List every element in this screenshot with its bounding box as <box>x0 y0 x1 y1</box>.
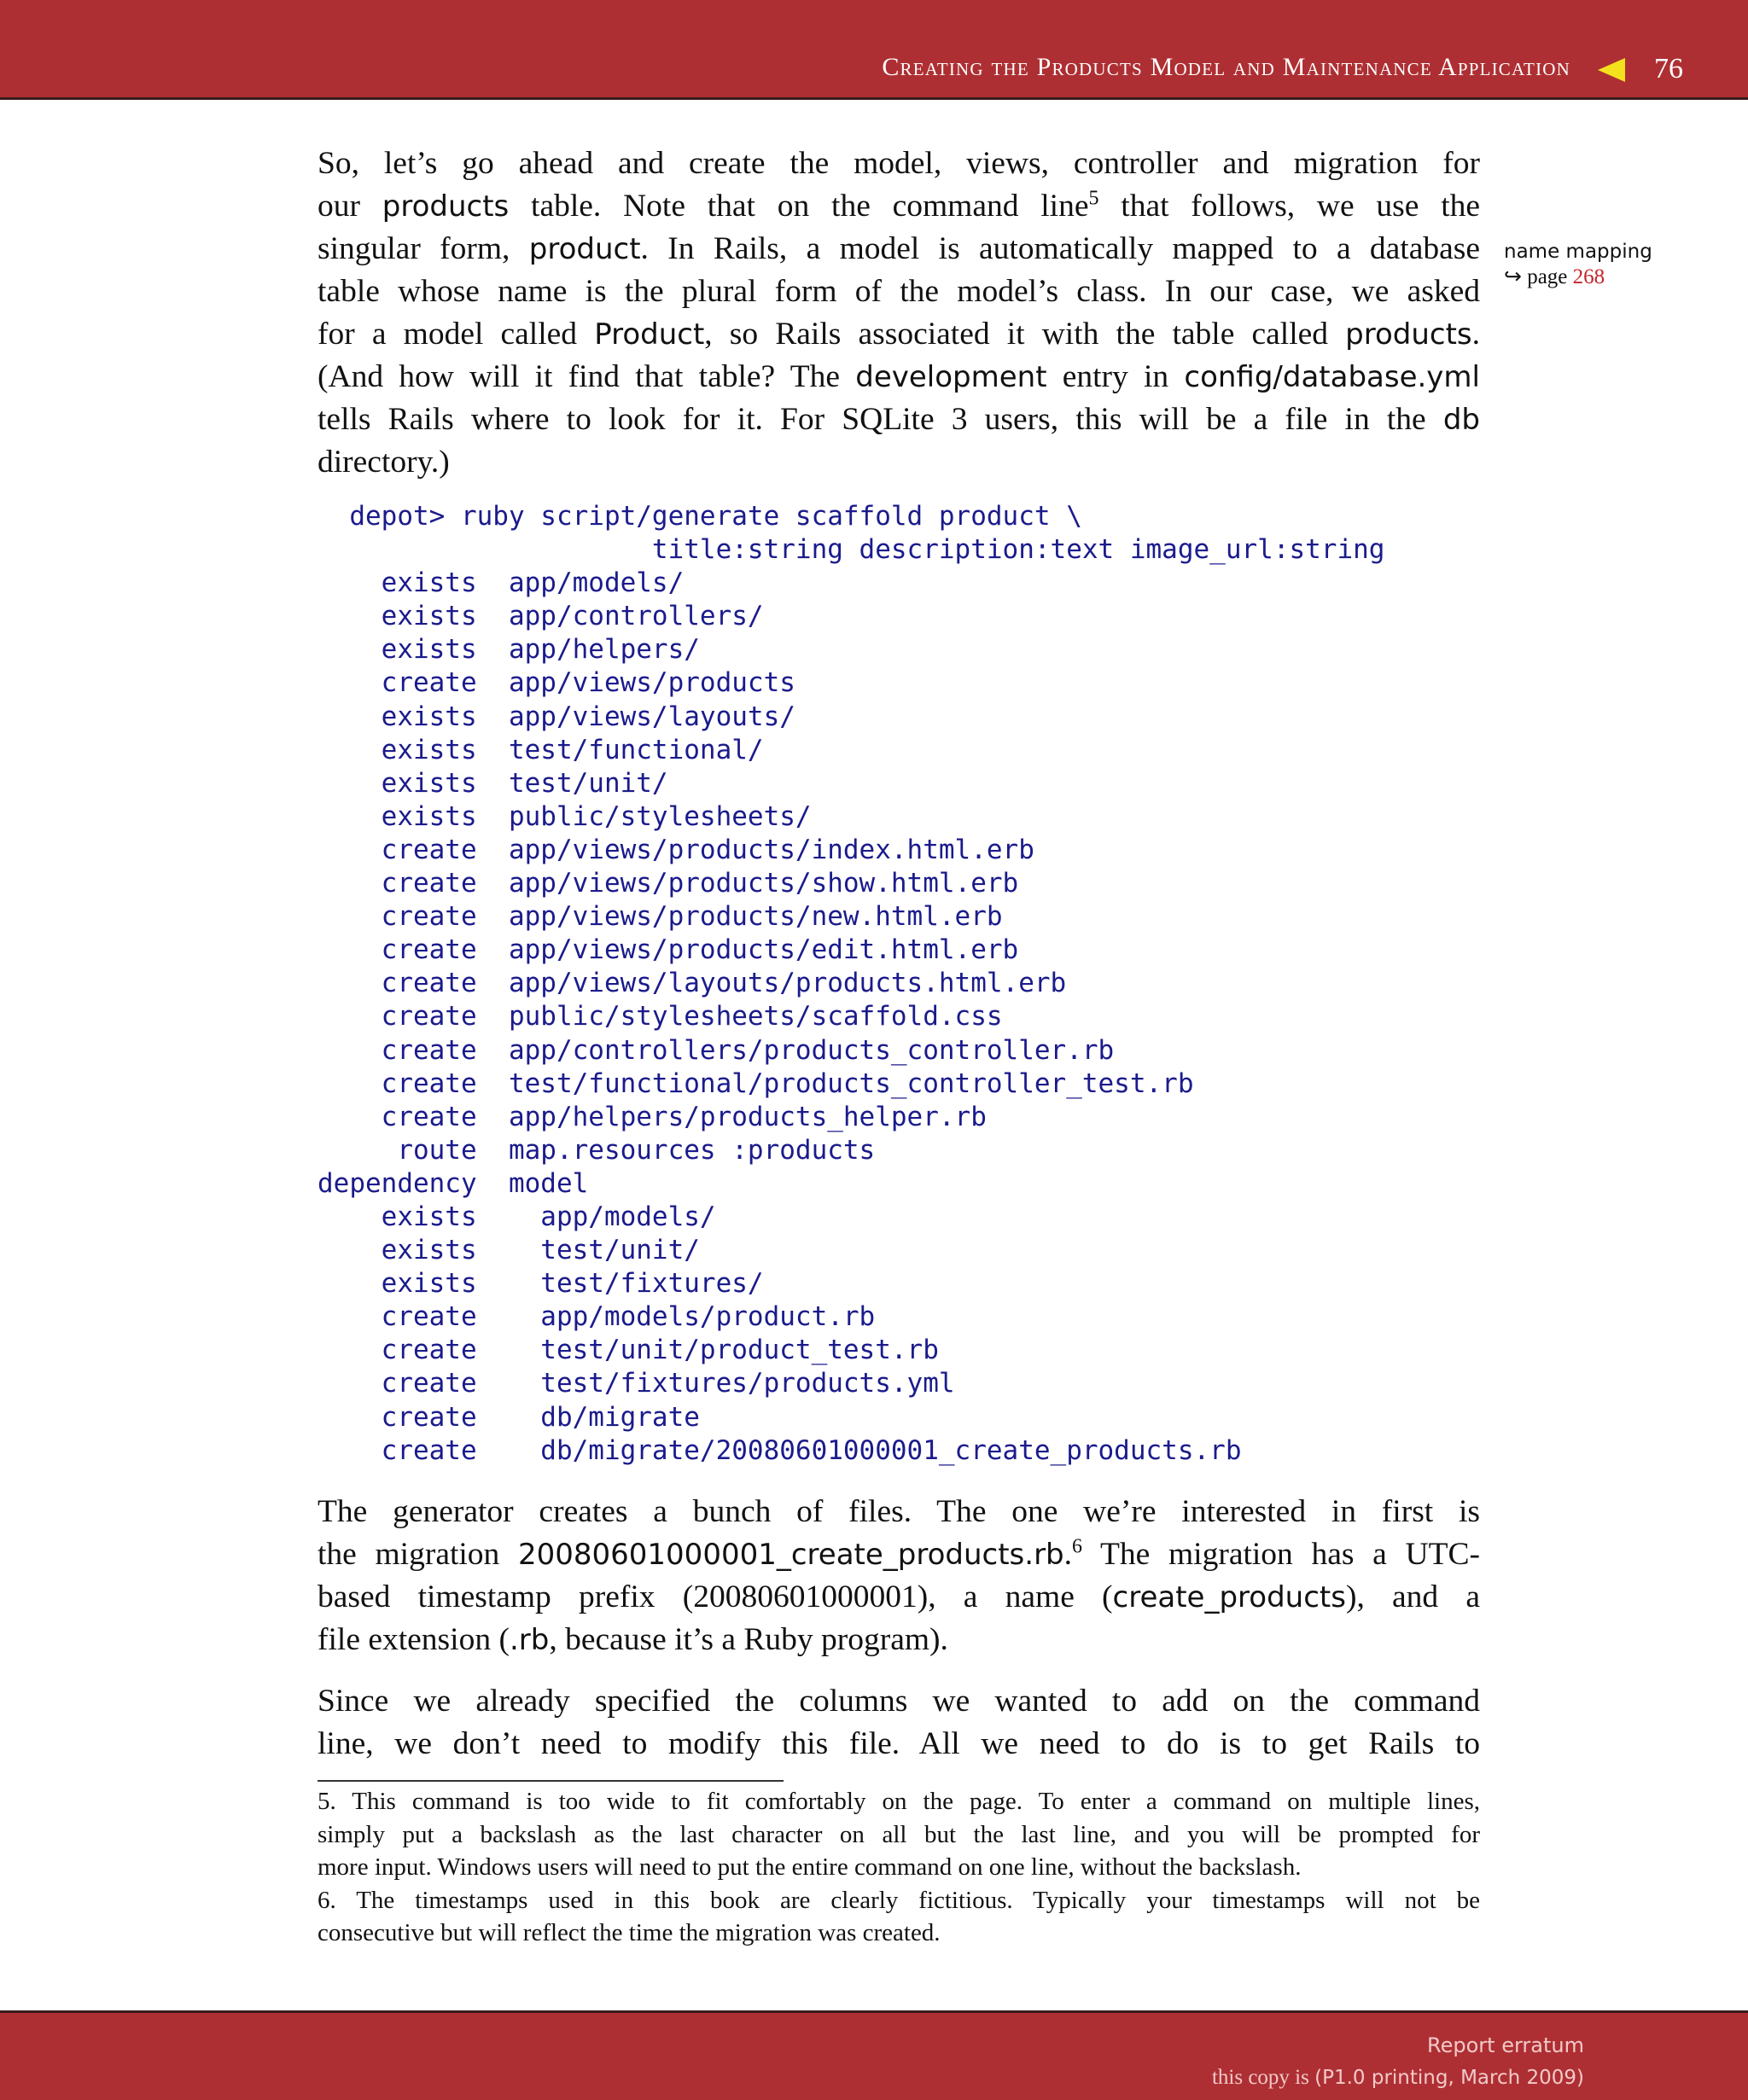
code-line: create app/views/products/index.html.erb <box>318 834 1034 865</box>
code-line: exists test/unit/ <box>318 767 668 799</box>
page-number: 76 <box>1654 53 1683 84</box>
footnote-ref-6[interactable]: 6 <box>1072 1535 1082 1558</box>
code-line: create db/migrate/20080601000001_create_products.rb <box>318 1434 1242 1466</box>
inline-code: Product <box>594 317 705 352</box>
margin-note-reference[interactable]: ↪ page 268 <box>1504 265 1605 288</box>
code-line: exists app/views/layouts/ <box>318 701 795 732</box>
code-line: create db/migrate <box>318 1401 700 1433</box>
inline-code: config/database.yml <box>1184 360 1480 394</box>
text-line: the migration 20080601000001_create_products.rb.$^6$ The migration has a UTC- <box>318 1535 1480 1572</box>
code-line: create app/views/products/edit.html.erb <box>318 934 1019 966</box>
text-line: line, we don’t need to modify this file. All we need to do is to get Rails to <box>318 1726 1480 1761</box>
page-footer <box>0 2010 1748 2100</box>
text-line: (And how will it find that table? The development entry in config/database.yml <box>318 359 1480 394</box>
code-line: create public/stylesheets/scaffold.css <box>318 1001 1003 1033</box>
text-line: tells Rails where to look for it. For SQLite 3 users, this will be a file in the db <box>318 402 1480 437</box>
code-line: exists app/controllers/ <box>318 601 764 632</box>
code-line: create test/fixtures/products.yml <box>318 1368 955 1399</box>
code-line: exists app/helpers/ <box>318 634 700 666</box>
code-line: route map.resources :products <box>318 1134 876 1166</box>
code-line: create app/models/product.rb <box>318 1301 876 1333</box>
code-line: exists test/fixtures/ <box>318 1268 764 1300</box>
code-line: create app/helpers/products_helper.rb <box>318 1101 987 1132</box>
inline-code: products <box>1345 317 1472 352</box>
inline-code: products <box>382 189 510 224</box>
code-line: create app/views/products <box>318 667 795 699</box>
code-line: create app/views/products/new.html.erb <box>318 901 1003 933</box>
footnote-5-cont: simply put a backslash as the last character on all but the last line, and you will be prompted for <box>318 1820 1480 1848</box>
inline-code: development <box>855 360 1047 394</box>
command-output-code-block <box>318 500 1384 1468</box>
text-line: The generator creates a bunch of files. The one we’re interested in first is <box>318 1494 1480 1529</box>
text-line: table whose name is the plural form of the model’s class. In our case, we asked <box>318 274 1480 309</box>
text-line: our products table. Note that on the command line$^5$ that follows, we use the <box>318 187 1481 224</box>
inline-code: create_products <box>1112 1580 1346 1614</box>
running-head-title: Creating the Products Model and Maintenance Application <box>882 53 1570 81</box>
text-line: Since we already specified the columns we wanted to add on the command <box>318 1684 1480 1719</box>
text-line: So, let’s go ahead and create the model, views, controller and migration for <box>318 146 1480 181</box>
inline-code: db <box>1442 403 1480 437</box>
copy-info: this copy is (P1.0 printing, March 2009) <box>1211 2066 1584 2089</box>
paragraph-intro <box>318 143 1480 484</box>
footnote-ref-5[interactable]: 5 <box>1088 187 1099 210</box>
code-line: exists public/stylesheets/ <box>318 800 812 832</box>
footnote-6: 6. The timestamps used in this book are clearly fictitious. Typically your timestamps will not be <box>318 1886 1480 1914</box>
report-erratum-link[interactable]: Report erratum <box>1427 2033 1584 2057</box>
footnote-5-cont: more input. Windows users will need to put the entire command on one line, without the backslash. <box>318 1853 1302 1881</box>
code-line: exists test/functional/ <box>318 734 764 765</box>
code-line: create app/views/products/show.html.erb <box>318 868 1019 899</box>
text-line: singular form, product. In Rails, a model is automatically mapped to a database <box>318 231 1481 266</box>
code-line: title:string description:text image_url:string <box>318 534 1385 566</box>
footnote-6-cont: consecutive but will reflect the time the migration was created. <box>318 1919 941 1946</box>
footnote-separator <box>318 1780 784 1782</box>
text-line: file extension (.rb, because it’s a Ruby program). <box>318 1622 948 1657</box>
inline-code: .rb <box>509 1623 550 1657</box>
code-line: create test/functional/products_controller_test.rb <box>318 1067 1194 1099</box>
code-line: exists test/unit/ <box>318 1235 700 1266</box>
code-line: exists app/models/ <box>318 1201 716 1232</box>
page-link[interactable]: 268 <box>1572 265 1605 288</box>
margin-note-title: name mapping <box>1504 241 1652 263</box>
code-line: depot> ruby script/generate scaffold product \ <box>318 501 1082 532</box>
paragraph-generator <box>318 1491 1480 1661</box>
code-line: exists app/models/ <box>318 567 685 599</box>
code-line: create app/views/layouts/products.html.erb <box>318 968 1067 999</box>
text-line: directory.) <box>318 445 450 480</box>
previous-page-arrow-icon[interactable] <box>1598 58 1625 82</box>
text-line: based timestamp prefix (20080601000001), a name (create_products), and a <box>318 1579 1480 1614</box>
code-line: create test/unit/product_test.rb <box>318 1335 939 1366</box>
inline-code: 20080601000001_create_products.rb <box>518 1538 1064 1572</box>
code-line: create app/controllers/products_controller.rb <box>318 1034 1115 1066</box>
footnote-5: 5. This command is too wide to fit comfortably on the page. To enter a command on multiple lines, <box>318 1788 1480 1815</box>
footnotes <box>318 1785 1480 1950</box>
page-header <box>0 0 1748 100</box>
text-line: for a model called Product, so Rails associated it with the table called products. <box>318 317 1481 352</box>
paragraph-columns <box>318 1680 1480 1766</box>
code-line: dependency model <box>318 1167 589 1199</box>
inline-code: product <box>528 232 641 266</box>
margin-note <box>1504 239 1709 290</box>
